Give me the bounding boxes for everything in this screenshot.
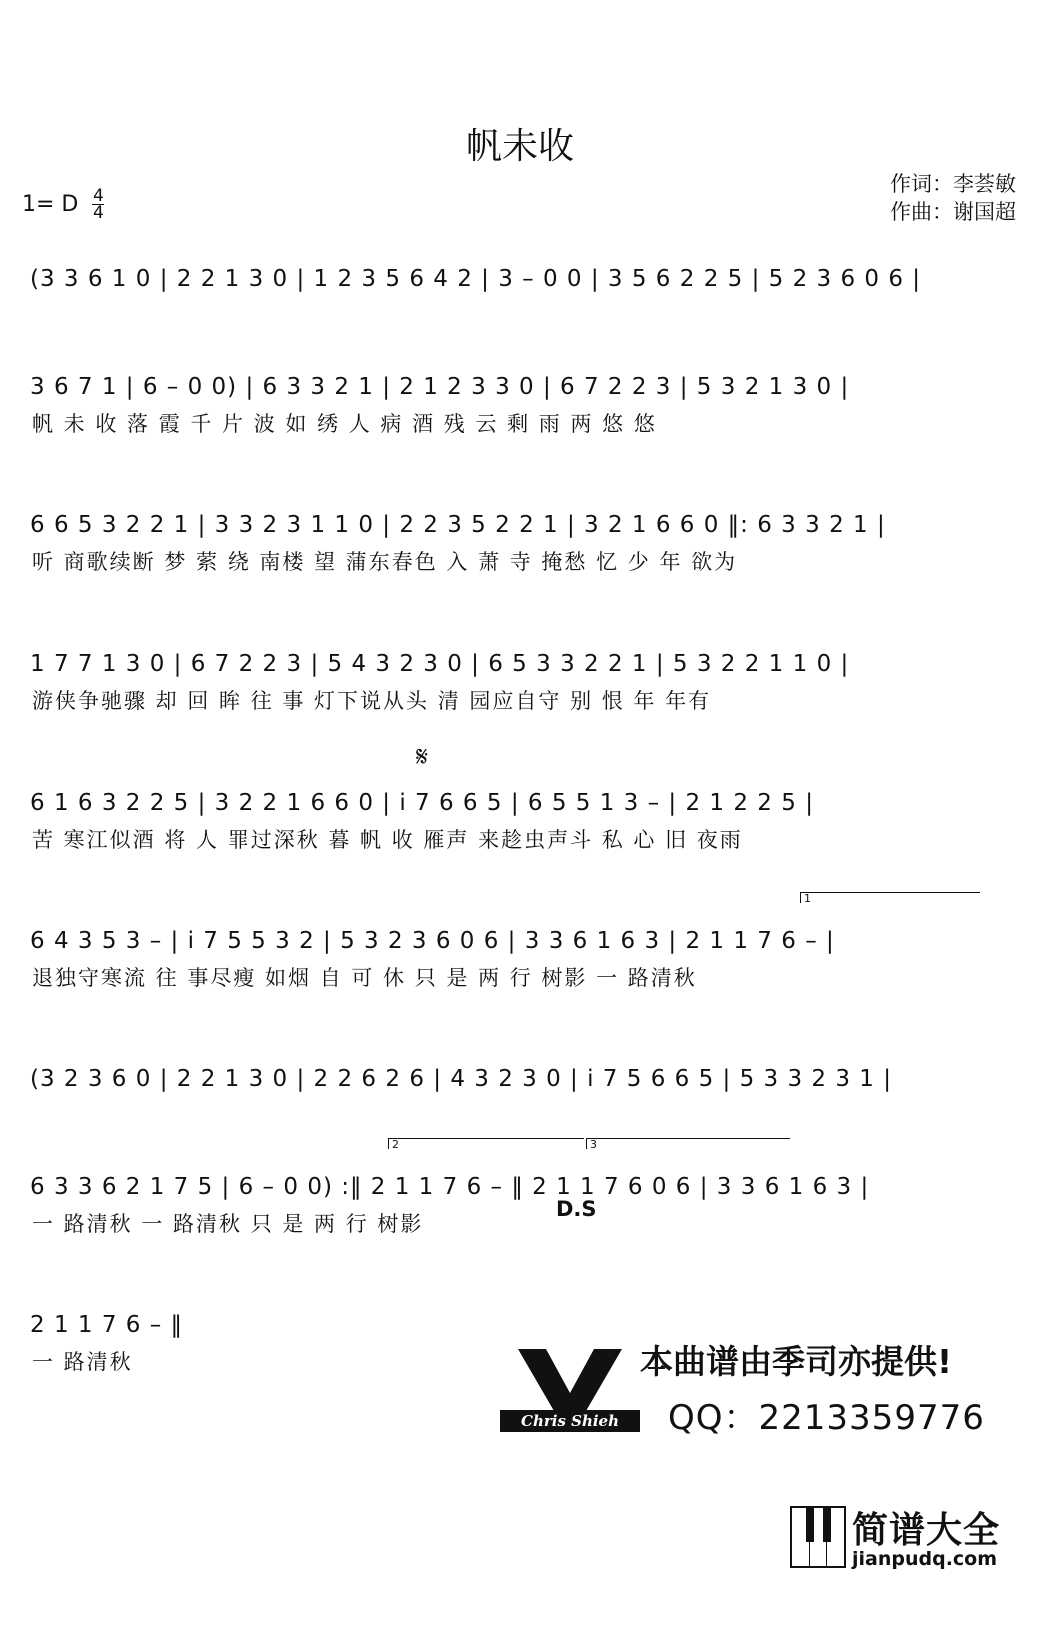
lyrics-line: 退独守寒流 往 事尽瘦 如烟 自 可 休 只 是 两 行 树影 一 路清秋 — [32, 966, 697, 990]
piano-icon — [790, 1506, 846, 1568]
lyrics-line: 听 商歌续断 梦 萦 绕 南楼 望 蒲东春色 入 萧 寺 掩愁 忆 少 年 欲为 — [32, 550, 738, 574]
lyrics-line: 苦 寒江似酒 将 人 罪过深秋 暮 帆 收 雁声 来趁虫声斗 私 心 旧 夜雨 — [32, 828, 743, 852]
logo-text: Chris Shieh — [500, 1410, 640, 1432]
site-badge — [790, 1506, 1030, 1572]
key-label: 1= D — [22, 192, 79, 217]
page-title: 帆未收 — [465, 126, 574, 167]
lyrics-line: 一 路清秋 一 路清秋 只 是 两 行 树影 — [32, 1212, 424, 1236]
key-signature — [22, 188, 104, 221]
score-row — [30, 508, 1015, 574]
score-row — [30, 370, 1015, 436]
score-row — [30, 1062, 1015, 1096]
ending-bracket-1: 1 — [800, 892, 980, 903]
provider-note: 本曲谱由季司亦提供! — [640, 1342, 953, 1381]
score-row — [30, 924, 1015, 990]
notes-line: 1 7 7 1 3 0 | 6 7 2 2 3 | 5 4 3 2 3 0 | 6 5 3 3 2 2 1 | 5 3 2 2 1 1 0 | — [30, 651, 850, 677]
lyricist: 作词：李荟敏 — [890, 172, 1016, 196]
ending-bracket-3: 3 — [586, 1138, 790, 1149]
time-top: 4 — [92, 186, 104, 206]
notes-line: 6 3 3 6 2 1 7 5 | 6 – 0 0) :‖ 2 1 1 7 6 – ‖ 2 1 1 7 6 0 6 | 3 3 6 1 6 3 | — [30, 1174, 870, 1200]
score-row — [30, 1308, 230, 1374]
qq-contact: QQ：2213359776 — [668, 1398, 985, 1438]
composer: 作曲：谢国超 — [890, 200, 1016, 224]
notes-line: (3 2 3 6 0 | 2 2 1 3 0 | 2 2 6 2 6 | 4 3 2 3 0 | i 7 5 6 6 5 | 5 3 3 2 3 1 | — [30, 1066, 892, 1092]
lyrics-line: 游侠争驰骤 却 回 眸 往 事 灯下说从头 清 园应自守 别 恨 年 年有 — [32, 689, 712, 713]
lyrics-line: 一 路清秋 — [32, 1350, 133, 1374]
site-name: 简谱大全 — [852, 1510, 1001, 1551]
notes-line: 6 1 6 3 2 2 5 | 3 2 2 1 6 6 0 | i 7 6 6 5 | 6 5 5 1 3 – | 2 1 2 2 5 | — [30, 790, 814, 816]
notes-line: (3 3 6 1 0 | 2 2 1 3 0 | 1 2 3 5 6 4 2 | 3 – 0 0 | 3 5 6 2 2 5 | 5 2 3 6 0 6 | — [30, 266, 922, 292]
notes-line: 6 6 5 3 2 2 1 | 3 3 2 3 1 1 0 | 2 2 3 5 2 2 1 | 3 2 1 6 6 0 ‖: 6 3 3 2 1 | — [30, 512, 886, 538]
segno-icon: 𝄋 — [416, 740, 429, 773]
score-row — [30, 786, 1015, 852]
time-signature — [92, 188, 104, 221]
credits — [890, 170, 1016, 226]
ds-marker: D.S — [556, 1197, 597, 1221]
notes-line: 6 4 3 5 3 – | i 7 5 5 3 2 | 5 3 2 3 6 0 6 | 3 3 6 1 6 3 | 2 1 1 7 6 – | — [30, 928, 835, 954]
site-url: jianpudq.com — [852, 1548, 998, 1570]
ending-bracket-2: 2 — [388, 1138, 584, 1149]
notes-line: 2 1 1 7 6 – ‖ — [30, 1312, 184, 1338]
score-row — [30, 647, 1015, 713]
lyrics-line: 帆 未 收 落 霞 千 片 波 如 绣 人 病 酒 残 云 剩 雨 两 悠 悠 — [32, 412, 657, 436]
score-row — [30, 262, 1015, 296]
notes-line: 3 6 7 1 | 6 – 0 0) | 6 3 3 2 1 | 2 1 2 3 3 0 | 6 7 2 2 3 | 5 3 2 1 3 0 | — [30, 374, 850, 400]
time-bottom: 4 — [92, 203, 104, 223]
